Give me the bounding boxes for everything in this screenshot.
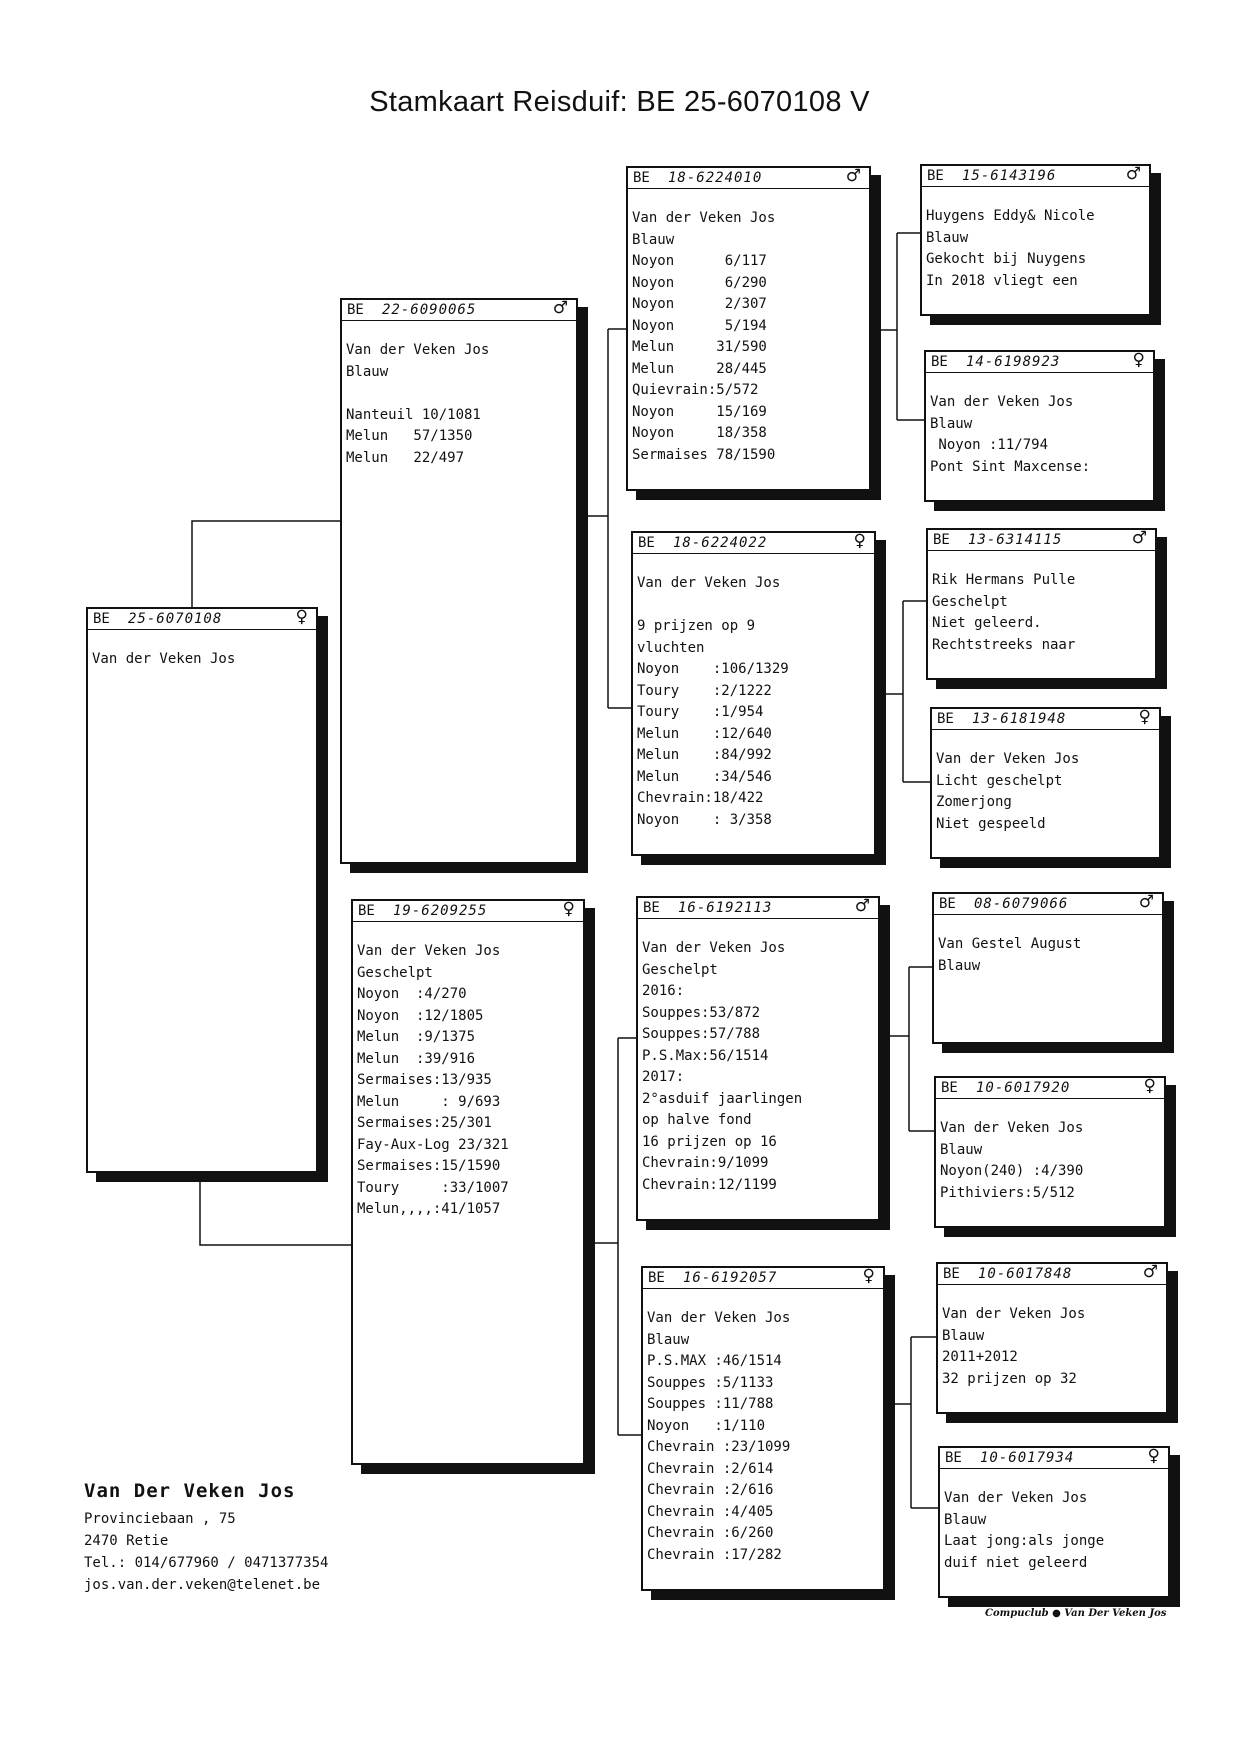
- country-code: BE: [93, 611, 110, 627]
- card-header: [934, 894, 1162, 915]
- country-code: BE: [943, 1266, 960, 1282]
- card-line: Chevrain:12/1199: [642, 1176, 777, 1193]
- card-line: Gekocht bij Nuygens: [926, 251, 1087, 267]
- card-line: Blauw: [647, 1331, 690, 1348]
- owner-block: [84, 1480, 328, 1596]
- card-line: Fay-Aux-Log 23/321: [357, 1136, 509, 1153]
- pedigree-card-mfm: [934, 1076, 1166, 1228]
- card-line: Van der Veken Jos: [92, 651, 236, 667]
- card-header: [938, 1264, 1166, 1285]
- female-symbol-icon: ♀: [853, 531, 866, 551]
- card-line: Blauw: [926, 229, 969, 246]
- card-line: Chevrain:18/422: [637, 790, 764, 806]
- card-line: [637, 595, 871, 617]
- card-line: Sermaises:25/301: [357, 1115, 492, 1131]
- card-line: Noyon(240) :4/390: [940, 1163, 1084, 1179]
- pedigree-card-fmm: [930, 707, 1161, 859]
- male-symbol-icon: ♂: [845, 166, 861, 186]
- country-code: BE: [347, 302, 364, 318]
- country-code: BE: [638, 535, 655, 551]
- card-header: [628, 168, 869, 189]
- card-line: Melun :39/916: [357, 1050, 476, 1067]
- card-line: Toury :2/1222: [637, 682, 772, 699]
- card-line: Noyon :11/794: [930, 437, 1049, 453]
- card-line: In 2018 vliegt een: [926, 272, 1078, 289]
- ring-number: 25-6070108: [128, 611, 223, 627]
- female-symbol-icon: ♀: [1138, 707, 1151, 727]
- card-line: Huygens Eddy& Nicole: [926, 208, 1095, 224]
- female-symbol-icon: ♀: [862, 1266, 875, 1286]
- pedigree-card-fff: [920, 164, 1151, 316]
- country-code: BE: [939, 896, 956, 912]
- card-line: Blauw: [940, 1141, 983, 1158]
- owner-address: Provinciebaan , 75: [84, 1511, 236, 1527]
- card-line: Van der Veken Jos: [930, 394, 1074, 410]
- ring-number: 16-6192057: [683, 1270, 778, 1286]
- card-line: Noyon 15/169: [632, 403, 767, 420]
- card-line: Melun 22/497: [346, 449, 465, 466]
- card-line: Laat jong:als jonge: [944, 1533, 1105, 1549]
- female-symbol-icon: ♀: [1143, 1076, 1156, 1096]
- card-line: Noyon :1/110: [647, 1417, 766, 1434]
- card-header: [928, 530, 1155, 551]
- card-line: Melun :9/1375: [357, 1029, 476, 1045]
- footer-credit: Compuclub ● Van Der Veken Jos: [985, 1608, 1167, 1619]
- card-line: Niet geleerd.: [932, 615, 1042, 631]
- card-line: Noyon :12/1805: [357, 1007, 484, 1024]
- card-line: Noyon 6/290: [632, 274, 767, 291]
- card-body: [638, 919, 878, 1196]
- card-body: [643, 1289, 883, 1566]
- female-symbol-icon: ♀: [295, 607, 308, 627]
- card-line: Rechtstreeks naar: [932, 636, 1076, 653]
- card-line: 32 prijzen op 32: [942, 1370, 1077, 1387]
- ring-number: 16-6192113: [678, 900, 773, 916]
- card-line: Souppes:57/788: [642, 1026, 761, 1042]
- card-line: Van der Veken Jos: [944, 1490, 1088, 1506]
- pedigree-card-mother: [351, 899, 585, 1465]
- pedigree-card-mf: [636, 896, 880, 1221]
- card-line: Blauw: [942, 1327, 985, 1344]
- ring-number: 10-6017848: [978, 1266, 1073, 1282]
- country-code: BE: [945, 1450, 962, 1466]
- ring-number: 14-6198923: [966, 354, 1061, 370]
- country-code: BE: [648, 1270, 665, 1286]
- card-line: Chevrain :2/614: [647, 1460, 774, 1477]
- ring-number: 10-6017934: [980, 1450, 1075, 1466]
- female-symbol-icon: ♀: [1147, 1446, 1160, 1466]
- card-header: [940, 1448, 1168, 1469]
- card-line: Noyon 5/194: [632, 317, 767, 334]
- page-title: Stamkaart Reisduif: BE 25-6070108 V: [369, 86, 870, 118]
- card-header: [633, 533, 874, 554]
- owner-city: 2470 Retie: [84, 1533, 169, 1549]
- pedigree-card-fm: [631, 531, 876, 856]
- card-line: Chevrain :23/1099: [647, 1439, 791, 1455]
- pedigree-card-mmm: [938, 1446, 1170, 1598]
- card-line: Zomerjong: [936, 794, 1012, 810]
- card-line: vluchten: [637, 639, 705, 656]
- card-line: Noyon 18/358: [632, 425, 767, 441]
- card-line: Geschelpt: [642, 961, 718, 978]
- card-line: duif niet geleerd: [944, 1554, 1088, 1571]
- ring-number: 22-6090065: [382, 302, 477, 318]
- card-line: Melun : 9/693: [357, 1093, 501, 1110]
- male-symbol-icon: ♂: [1125, 164, 1141, 184]
- country-code: BE: [633, 170, 650, 186]
- card-line: 2011+2012: [942, 1349, 1018, 1365]
- card-line: Van der Veken Jos: [357, 943, 501, 959]
- card-line: Noyon :4/270: [357, 986, 467, 1002]
- card-line: Van der Veken Jos: [942, 1306, 1086, 1322]
- card-body: [342, 321, 576, 469]
- card-line: Melun,,,,:41/1057: [357, 1201, 501, 1217]
- card-header: [936, 1078, 1164, 1099]
- card-body: [928, 551, 1155, 656]
- card-body: [934, 915, 1162, 977]
- pedigree-card-ff: [626, 166, 871, 491]
- card-line: Van der Veken Jos: [642, 940, 786, 956]
- country-code: BE: [933, 532, 950, 548]
- card-line: Chevrain :4/405: [647, 1503, 774, 1520]
- card-line: Geschelpt: [932, 593, 1008, 610]
- card-line: [346, 383, 573, 405]
- pedigree-card-ffm: [924, 350, 1155, 502]
- card-body: [633, 554, 874, 831]
- card-line: Noyon 6/117: [632, 253, 767, 269]
- card-line: Quievrain:5/572: [632, 382, 759, 398]
- card-line: Pithiviers:5/512: [940, 1184, 1075, 1201]
- card-header: [922, 166, 1149, 187]
- pedigree-card-subject: [86, 607, 318, 1173]
- card-line: Blauw: [938, 957, 981, 974]
- ring-number: 15-6143196: [962, 168, 1057, 184]
- card-line: Rik Hermans Pulle: [932, 572, 1076, 588]
- card-line: Van der Veken Jos: [346, 342, 490, 358]
- card-line: P.S.Max:56/1514: [642, 1047, 769, 1064]
- owner-email: jos.van.der.veken@telenet.be: [84, 1577, 321, 1593]
- card-line: Chevrain :2/616: [647, 1482, 774, 1498]
- male-symbol-icon: ♂: [552, 298, 568, 318]
- card-line: P.S.MAX :46/1514: [647, 1353, 782, 1369]
- ring-number: 13-6181948: [972, 711, 1067, 727]
- card-header: [353, 901, 583, 922]
- male-symbol-icon: ♂: [854, 896, 870, 916]
- country-code: BE: [937, 711, 954, 727]
- card-header: [926, 352, 1153, 373]
- card-line: Blauw: [346, 363, 389, 380]
- card-header: [932, 709, 1159, 730]
- card-line: op halve fond: [642, 1112, 752, 1128]
- card-header: [638, 898, 878, 919]
- pedigree-card-father: [340, 298, 578, 864]
- male-symbol-icon: ♂: [1142, 1262, 1158, 1282]
- card-line: Van der Veken Jos: [647, 1310, 791, 1326]
- male-symbol-icon: ♂: [1138, 892, 1154, 912]
- ring-number: 13-6314115: [968, 532, 1063, 548]
- card-line: Chevrain :6/260: [647, 1525, 774, 1541]
- ring-number: 18-6224010: [668, 170, 763, 186]
- card-line: Van der Veken Jos: [940, 1120, 1084, 1136]
- ring-number: 08-6079066: [974, 896, 1069, 912]
- ring-number: 18-6224022: [673, 535, 768, 551]
- card-line: 9 prijzen op 9: [637, 618, 756, 634]
- card-body: [940, 1469, 1168, 1574]
- male-symbol-icon: ♂: [1131, 528, 1147, 548]
- card-line: Noyon 2/307: [632, 296, 767, 312]
- card-body: [628, 189, 869, 466]
- ring-number: 19-6209255: [393, 903, 488, 919]
- card-line: Sermaises:13/935: [357, 1072, 492, 1088]
- pedigree-card-mff: [932, 892, 1164, 1044]
- card-body: [353, 922, 583, 1221]
- card-line: Souppes:53/872: [642, 1004, 761, 1021]
- country-code: BE: [358, 903, 375, 919]
- card-line: Chevrain :17/282: [647, 1546, 782, 1563]
- card-line: Sermaises 78/1590: [632, 446, 776, 463]
- owner-phone: Tel.: 014/677960 / 0471377354: [84, 1555, 329, 1571]
- card-line: Geschelpt: [357, 964, 433, 981]
- card-line: Niet gespeeld: [936, 815, 1046, 832]
- ring-number: 10-6017920: [976, 1080, 1071, 1096]
- card-line: Van der Veken Jos: [936, 751, 1080, 767]
- card-line: 16 prijzen op 16: [642, 1133, 777, 1150]
- card-line: 2°asduif jaarlingen: [642, 1090, 803, 1107]
- card-body: [922, 187, 1149, 292]
- female-symbol-icon: ♀: [562, 899, 575, 919]
- card-line: Noyon :106/1329: [637, 661, 789, 677]
- card-line: Melun 57/1350: [346, 428, 473, 444]
- pedigree-card-fmf: [926, 528, 1157, 680]
- card-line: Licht geschelpt: [936, 772, 1063, 789]
- card-line: Blauw: [944, 1511, 987, 1528]
- card-line: Van der Veken Jos: [637, 575, 781, 591]
- card-body: [932, 730, 1159, 835]
- card-line: Souppes :11/788: [647, 1396, 774, 1412]
- card-body: [938, 1285, 1166, 1390]
- card-body: [88, 630, 316, 671]
- card-body: [926, 373, 1153, 478]
- card-line: Blauw: [930, 415, 973, 432]
- card-body: [936, 1099, 1164, 1204]
- country-code: BE: [931, 354, 948, 370]
- card-line: Nanteuil 10/1081: [346, 406, 481, 423]
- card-line: Blauw: [632, 231, 675, 248]
- card-line: 2016:: [642, 983, 685, 999]
- owner-name: Van Der Veken Jos: [84, 1480, 296, 1502]
- card-header: [342, 300, 576, 321]
- card-line: Van Gestel August: [938, 936, 1082, 952]
- card-line: 2017:: [642, 1069, 685, 1085]
- card-line: Melun 31/590: [632, 339, 767, 355]
- country-code: BE: [927, 168, 944, 184]
- country-code: BE: [643, 900, 660, 916]
- card-line: Toury :1/954: [637, 704, 764, 720]
- card-line: Toury :33/1007: [357, 1179, 509, 1196]
- card-line: Van der Veken Jos: [632, 210, 776, 226]
- pedigree-card-mm: [641, 1266, 885, 1591]
- card-header: [88, 609, 316, 630]
- card-line: Pont Sint Maxcense:: [930, 458, 1091, 475]
- card-line: Chevrain:9/1099: [642, 1155, 769, 1171]
- country-code: BE: [941, 1080, 958, 1096]
- card-header: [643, 1268, 883, 1289]
- card-line: Sermaises:15/1590: [357, 1158, 501, 1174]
- pedigree-card-mmf: [936, 1262, 1168, 1414]
- card-line: Melun :12/640: [637, 725, 772, 742]
- card-line: Noyon : 3/358: [637, 811, 772, 828]
- card-line: Melun :84/992: [637, 747, 772, 763]
- card-line: Souppes :5/1133: [647, 1374, 774, 1391]
- female-symbol-icon: ♀: [1132, 350, 1145, 370]
- card-line: Melun 28/445: [632, 360, 767, 377]
- card-line: Melun :34/546: [637, 768, 772, 785]
